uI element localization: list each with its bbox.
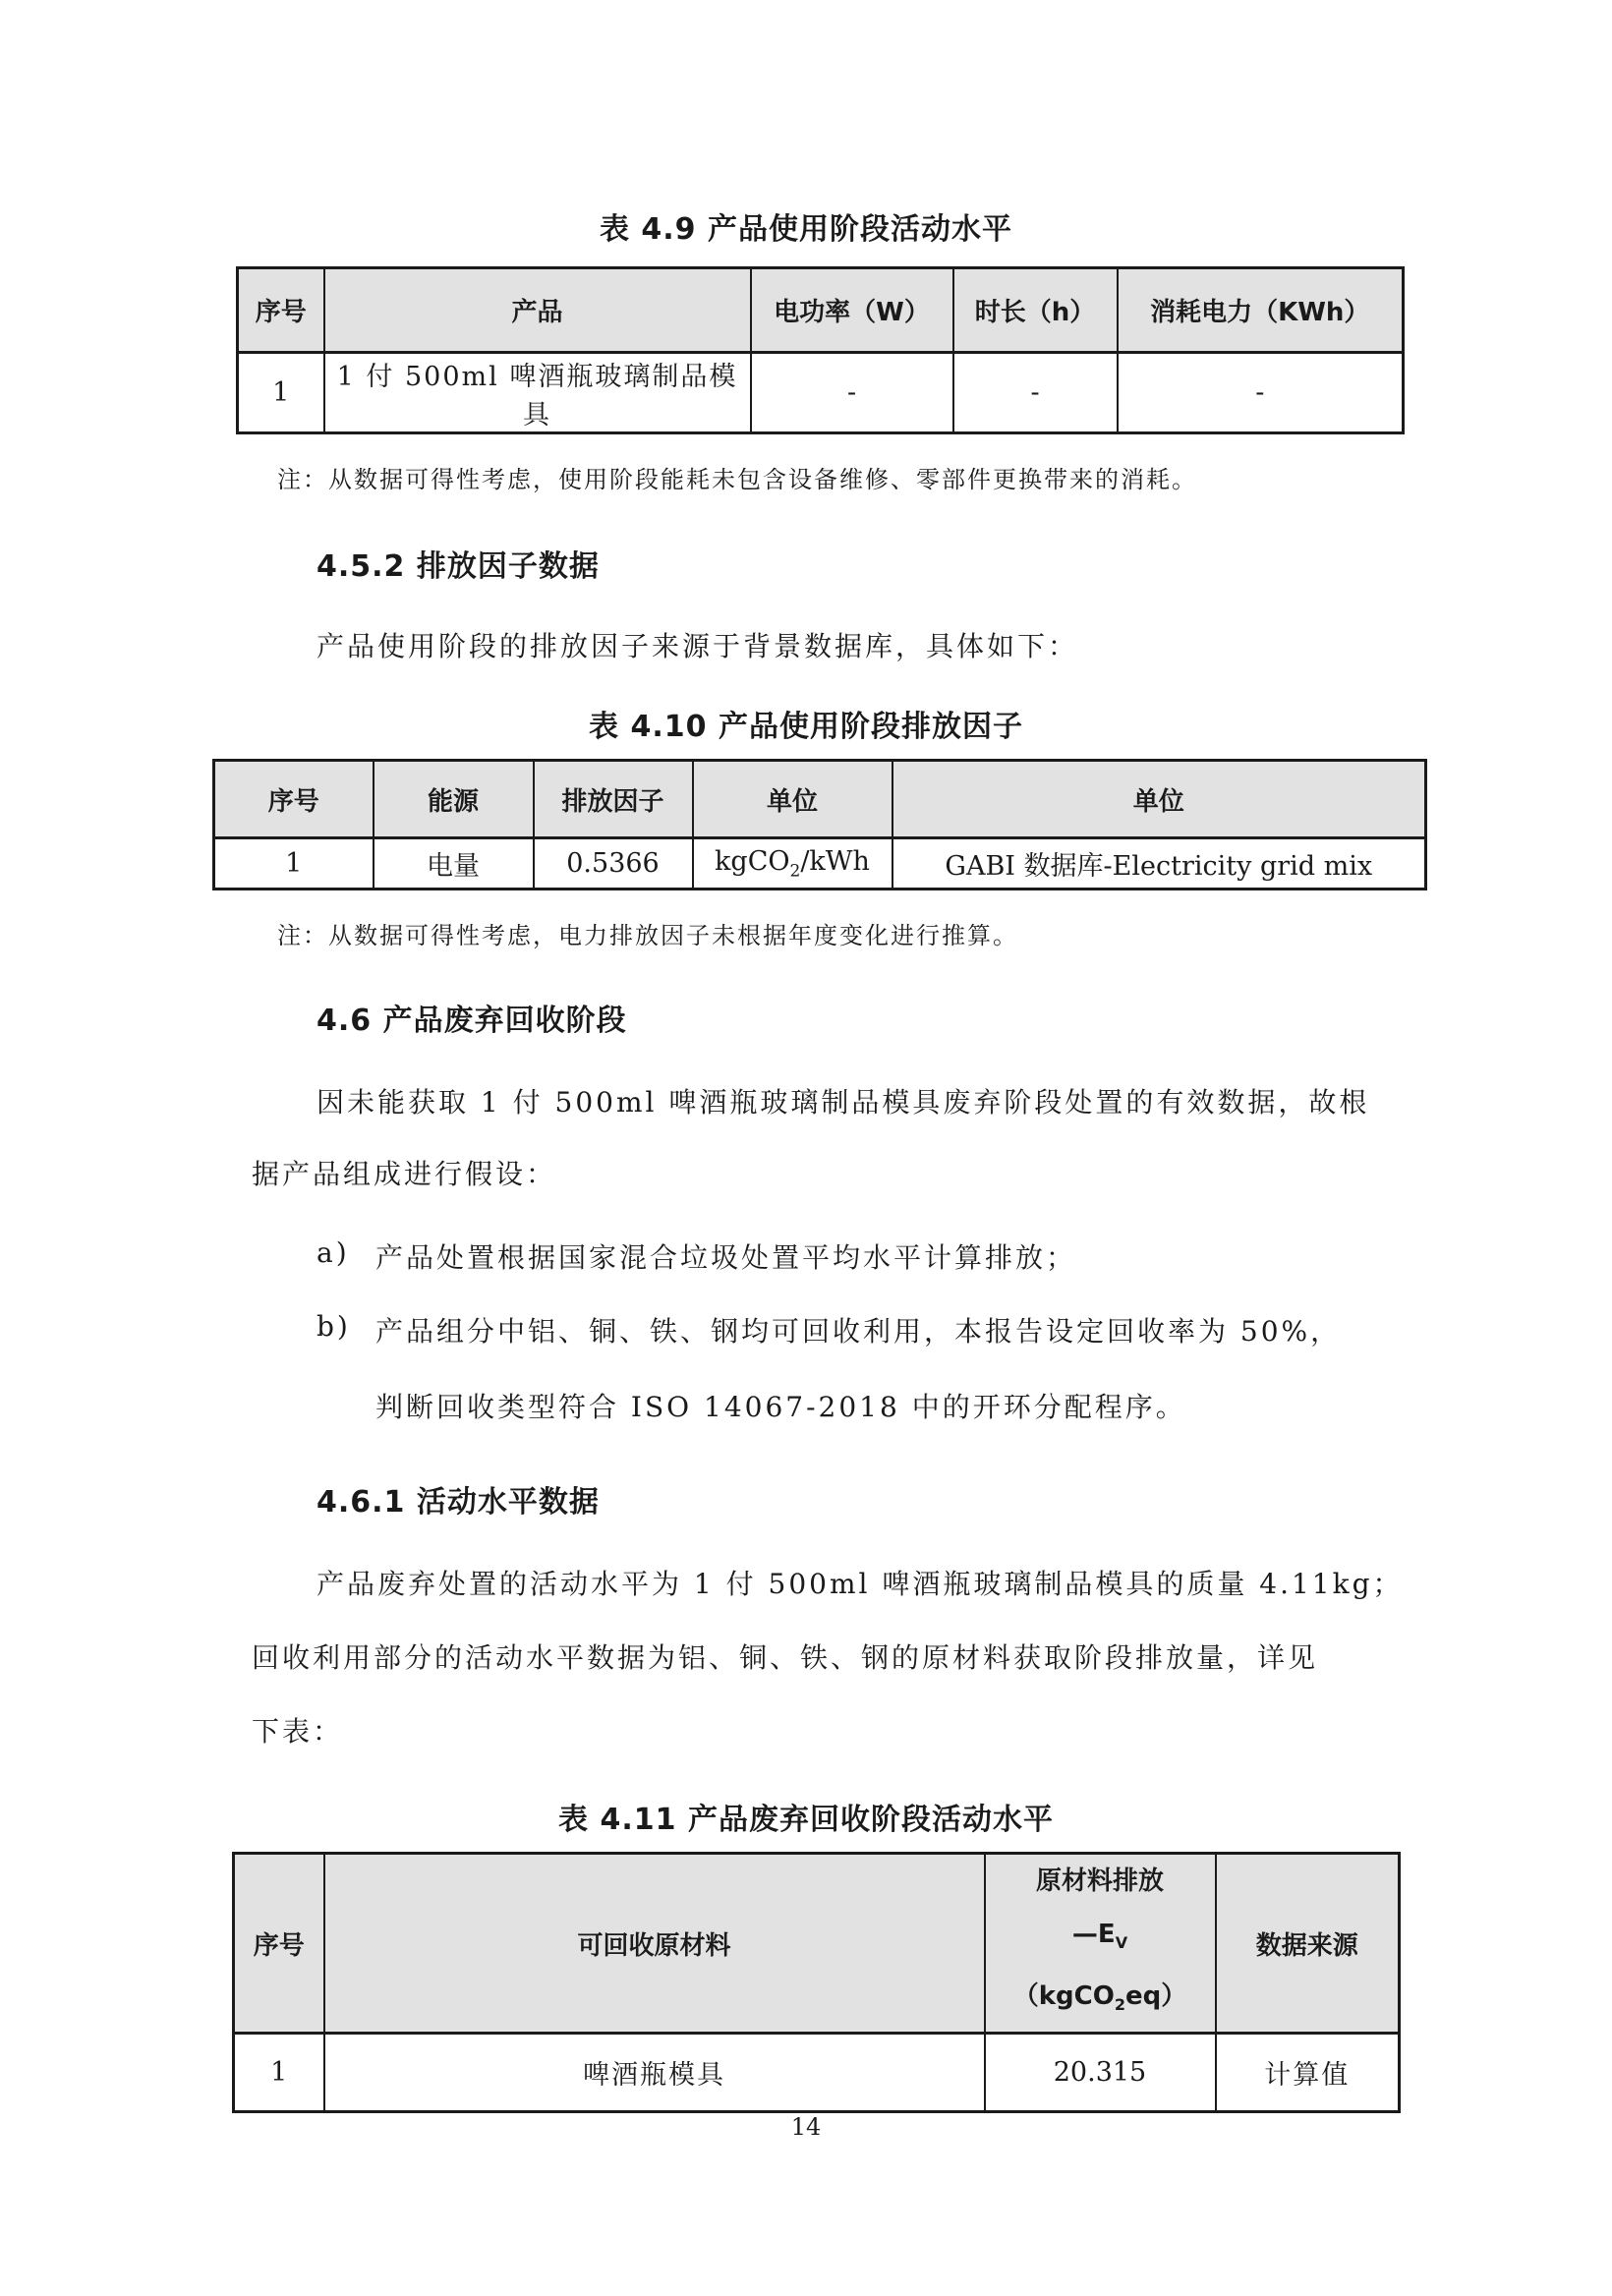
section-4-6-paragraph-line-2: 据产品组成进行假设： bbox=[252, 1158, 557, 1190]
table-header-row bbox=[238, 268, 1404, 353]
cell-power: - bbox=[751, 353, 953, 433]
list-item-b-line-2: 判断回收类型符合 ISO 14067-2018 中的开环分配程序。 bbox=[375, 1391, 1186, 1423]
table-row bbox=[214, 838, 1426, 890]
header-emission-unit-prefix: （kgCO bbox=[1012, 1981, 1115, 2012]
col-header-consumption: 消耗电力（KWh） bbox=[1118, 268, 1404, 353]
list-item-marker-a: a) bbox=[317, 1236, 350, 1269]
col-header-index: 序号 bbox=[238, 268, 324, 353]
list-item-a: 产品处置根据国家混合垃圾处置平均水平计算排放； bbox=[375, 1241, 1077, 1274]
cell-product: 1 付 500ml 啤酒瓶玻璃制品模具 bbox=[324, 353, 751, 433]
unit-suffix: /kWh bbox=[800, 845, 870, 877]
section-heading-4-5-2: 4.5.2 排放因子数据 bbox=[317, 549, 600, 584]
section-4-5-2-paragraph: 产品使用阶段的排放因子来源于背景数据库，具体如下： bbox=[317, 630, 1079, 662]
col-header-energy: 能源 bbox=[374, 761, 534, 838]
list-item-b-line-1: 产品组分中铝、铜、铁、钢均可回收利用，本报告设定回收率为 50%， bbox=[375, 1315, 1342, 1348]
col-header-product: 产品 bbox=[324, 268, 751, 353]
table-header-row bbox=[234, 1854, 1400, 2034]
list-item-marker-b: b) bbox=[317, 1310, 351, 1343]
unit-subscript: 2 bbox=[789, 861, 801, 882]
section-4-6-1-line-1: 产品废弃处置的活动水平为 1 付 500ml 啤酒瓶玻璃制品模具的质量 4.11kg； bbox=[317, 1568, 1404, 1600]
cell-data-source: 计算值 bbox=[1216, 2034, 1400, 2112]
col-header-recyclable-material: 可回收原材料 bbox=[324, 1854, 985, 2034]
table-row bbox=[238, 353, 1404, 433]
header-emission-line-2 bbox=[992, 1908, 1209, 1970]
col-header-source: 单位 bbox=[892, 761, 1426, 838]
table-4-10-note: 注：从数据可得性考虑，电力排放因子未根据年度变化进行推算。 bbox=[277, 922, 1018, 949]
col-header-power: 电功率（W） bbox=[751, 268, 953, 353]
section-4-6-1-line-3: 下表： bbox=[252, 1715, 344, 1748]
cell-source: GABI 数据库-Electricity grid mix bbox=[892, 838, 1426, 890]
header-emission-unit-sub: 2 bbox=[1114, 1995, 1125, 2015]
table-4-9-note: 注：从数据可得性考虑，使用阶段能耗未包含设备维修、零部件更换带来的消耗。 bbox=[277, 466, 1197, 493]
table-row bbox=[234, 2034, 1400, 2112]
col-header-duration: 时长（h） bbox=[953, 268, 1118, 353]
col-header-unit: 单位 bbox=[693, 761, 892, 838]
page-number: 14 bbox=[790, 2113, 822, 2141]
header-emission-line-3 bbox=[992, 1970, 1209, 2032]
col-header-index: 序号 bbox=[214, 761, 374, 838]
cell-index: 1 bbox=[234, 2034, 324, 2112]
header-emission-unit-suffix: eq） bbox=[1124, 1981, 1187, 2012]
section-4-6-paragraph-line-1: 因未能获取 1 付 500ml 啤酒瓶玻璃制品模具废弃阶段处置的有效数据，故根 bbox=[317, 1086, 1370, 1119]
cell-material-emission: 20.315 bbox=[985, 2034, 1216, 2112]
cell-consumption: - bbox=[1118, 353, 1404, 433]
cell-unit bbox=[693, 838, 892, 890]
col-header-index: 序号 bbox=[234, 1854, 324, 2034]
table-4-11 bbox=[232, 1852, 1401, 2113]
cell-duration: - bbox=[953, 353, 1118, 433]
cell-index: 1 bbox=[214, 838, 374, 890]
cell-emission-factor: 0.5366 bbox=[534, 838, 693, 890]
cell-index: 1 bbox=[238, 353, 324, 433]
table-4-11-caption: 表 4.11 产品废弃回收阶段活动水平 bbox=[558, 1803, 1054, 1837]
cell-energy: 电量 bbox=[374, 838, 534, 890]
section-4-6-1-line-2: 回收利用部分的活动水平数据为铝、铜、铁、钢的原材料获取阶段排放量，详见 bbox=[252, 1641, 1319, 1674]
header-emission-line-1: 原材料排放 bbox=[1035, 1866, 1164, 1896]
col-header-material-emission bbox=[985, 1854, 1216, 2034]
header-emission-ev-sub: V bbox=[1115, 1933, 1128, 1953]
table-4-10 bbox=[212, 759, 1427, 890]
header-emission-ev: —E bbox=[1071, 1920, 1116, 1949]
unit-prefix: kgCO bbox=[715, 845, 790, 877]
section-heading-4-6: 4.6 产品废弃回收阶段 bbox=[317, 1004, 627, 1038]
table-header-row bbox=[214, 761, 1426, 838]
table-4-9 bbox=[236, 266, 1405, 434]
cell-recyclable-material: 啤酒瓶模具 bbox=[324, 2034, 985, 2112]
col-header-data-source: 数据来源 bbox=[1216, 1854, 1400, 2034]
section-heading-4-6-1: 4.6.1 活动水平数据 bbox=[317, 1485, 600, 1520]
table-4-9-caption: 表 4.9 产品使用阶段活动水平 bbox=[599, 212, 1013, 247]
table-4-10-caption: 表 4.10 产品使用阶段排放因子 bbox=[589, 710, 1023, 744]
col-header-emission-factor: 排放因子 bbox=[534, 761, 693, 838]
